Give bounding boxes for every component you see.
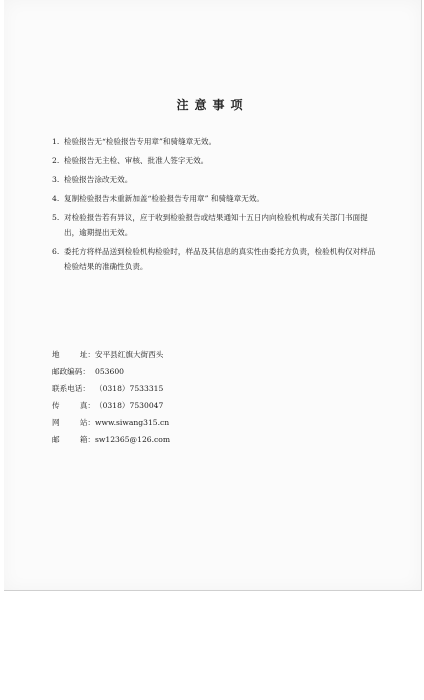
notice-list [52, 134, 382, 278]
postcode-label: 邮政编码： [52, 367, 90, 376]
fax-value: （0318）7530047 [95, 401, 164, 410]
notice-text: 委托方将样品送到检验机构检验时，样品及其信息的真实性由委托方负责，检验机构仅对样品检验结果的准确性负责。 [64, 247, 376, 271]
contact-email [52, 431, 352, 448]
notice-number: 3. [52, 175, 60, 184]
notice-number: 2. [52, 156, 60, 165]
scanned-page [4, 0, 422, 591]
address-value: 安平县红旗大街西头 [95, 350, 164, 359]
website-label: 网 站： [52, 418, 95, 427]
address-label: 地 址： [52, 350, 95, 359]
notice-number: 5. [52, 213, 60, 222]
notice-item [52, 210, 382, 240]
notice-number: 4. [52, 194, 60, 203]
email-label: 邮 箱： [52, 435, 95, 444]
contact-fax [52, 397, 352, 414]
notice-number: 1. [52, 137, 60, 146]
notice-text: 检验报告无“检验报告专用章”和骑缝章无效。 [64, 137, 217, 146]
notice-item [52, 134, 382, 149]
contact-website [52, 414, 352, 431]
contact-phone [52, 380, 352, 397]
notice-item [52, 244, 382, 274]
notice-text: 复制检验报告未重新加盖“检验报告专用章” 和骑缝章无效。 [64, 194, 265, 203]
page-title: 注意事项 [176, 98, 249, 112]
notice-text: 检验报告无主检、审核、批准人签字无效。 [64, 156, 209, 165]
contact-info [52, 346, 352, 448]
email-value: sw12365@126.com [95, 435, 171, 444]
notice-item [52, 172, 382, 187]
contact-postcode [52, 363, 352, 380]
notice-number: 6. [52, 247, 60, 256]
phone-label: 联系电话： [52, 384, 90, 393]
website-value: www.siwang315.cn [95, 418, 170, 427]
phone-value: （0318）7533315 [95, 384, 164, 393]
notice-text: 检验报告涂改无效。 [64, 175, 133, 184]
notice-item [52, 153, 382, 168]
fax-label: 传 真： [52, 401, 95, 410]
postcode-value: 053600 [95, 367, 124, 376]
contact-address [52, 346, 352, 363]
notice-item [52, 191, 382, 206]
notice-text: 对检验报告若有异议，应于收到检验报告或结果通知十五日内向检验机构或有关部门书面提出，逾期提出无效。 [64, 213, 368, 237]
